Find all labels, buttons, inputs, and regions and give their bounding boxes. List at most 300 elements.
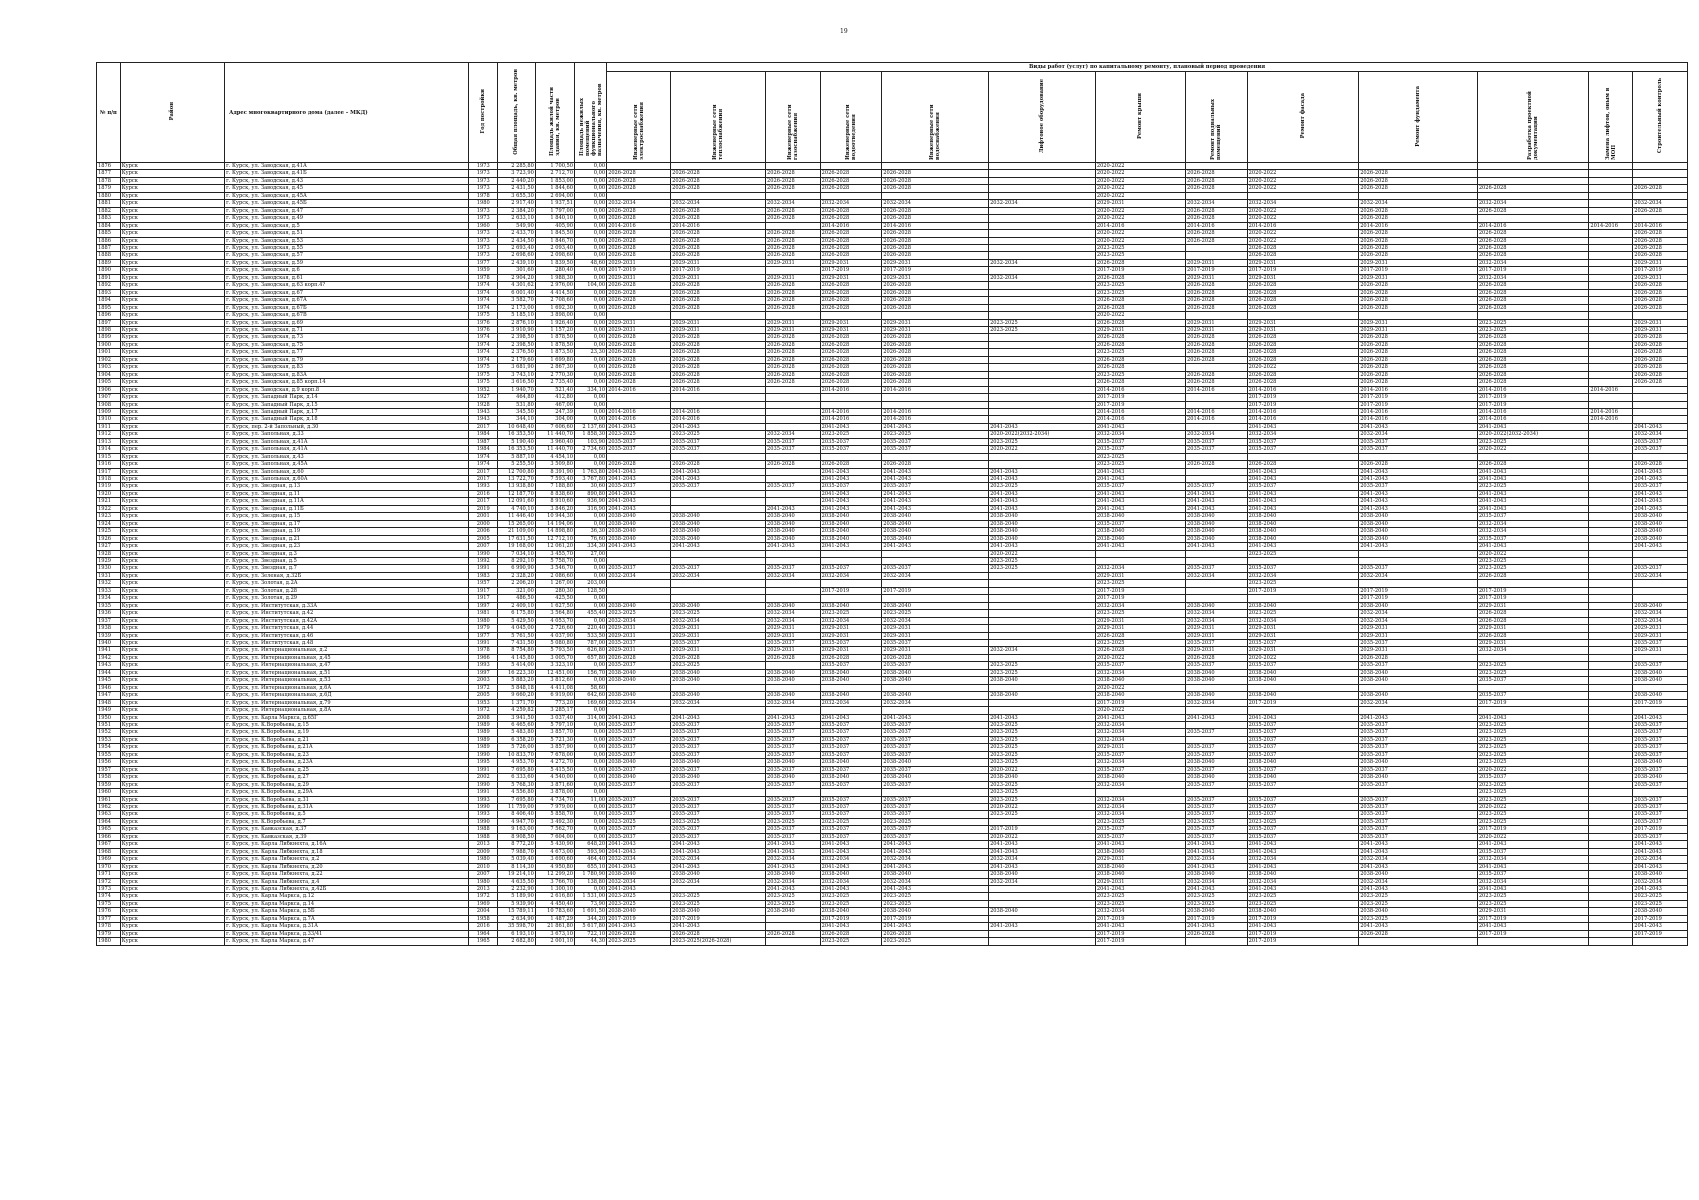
cell-area: 5 726,00: [497, 744, 535, 751]
cell-work-10: 2026-2028: [1359, 230, 1478, 237]
cell-work-2: 2041-2043: [671, 476, 766, 483]
cell-addr: г. Курск, ул. Заводская, д.45: [225, 185, 469, 192]
cell-dist: Курск: [120, 282, 224, 289]
cell-work-5: 2035-2037: [882, 811, 989, 818]
cell-work-5: 2026-2028: [882, 230, 989, 237]
cell-work-7: 2038-2040: [1095, 863, 1185, 870]
cell-area2: 467,00: [535, 401, 574, 408]
cell-work-8: 2026-2028: [1185, 289, 1247, 296]
table-row: [97, 259, 1688, 266]
cell-work-5: 2023-2025: [882, 818, 989, 825]
cell-area3: 0,00: [575, 662, 607, 669]
cell-work-11: 2020-2022: [1477, 803, 1589, 810]
cell-work-8: 2038-2040: [1185, 602, 1247, 609]
cell-work-12: [1589, 796, 1633, 803]
cell-work-1: [607, 163, 671, 170]
cell-area: 1 371,70: [497, 699, 535, 706]
cell-work-9: 2014-2016: [1247, 386, 1359, 393]
cell-work-7: 2035-2037: [1095, 446, 1185, 453]
table-row: [97, 625, 1688, 632]
cell-work-3: 2038-2040: [766, 871, 821, 878]
cell-work-8: 2029-2031: [1185, 647, 1247, 654]
cell-num: 1925: [97, 528, 121, 535]
cell-num: 1963: [97, 811, 121, 818]
cell-work-1: 2023-2025: [607, 893, 671, 900]
cell-work-13: 2035-2037: [1633, 766, 1688, 773]
cell-work-7: 2020-2022: [1095, 192, 1185, 199]
cell-work-2: 2038-2040: [671, 774, 766, 781]
cell-work-10: [1359, 707, 1478, 714]
cell-work-8: [1185, 163, 1247, 170]
cell-work-11: [1477, 170, 1589, 177]
cell-work-12: [1589, 632, 1633, 639]
cell-area3: 0,00: [575, 453, 607, 460]
table-row: [97, 252, 1688, 259]
cell-dist: Курск: [120, 625, 224, 632]
cell-year: 1989: [469, 721, 497, 728]
cell-work-8: 2038-2040: [1185, 669, 1247, 676]
cell-work-13: [1633, 789, 1688, 796]
cell-num: 1901: [97, 349, 121, 356]
cell-work-5: 2041-2043: [882, 923, 989, 930]
cell-addr: г. Курск, ул. Институтская, д.33А: [225, 602, 469, 609]
cell-work-11: 2026-2028: [1477, 244, 1589, 251]
cell-work-4: 2035-2037: [820, 721, 882, 728]
header-work-8: Ремонт подвальных помещений: [1185, 72, 1247, 163]
cell-work-9: 2041-2043: [1247, 476, 1359, 483]
cell-area2: 7 593,40: [535, 476, 574, 483]
cell-dist: Курск: [120, 677, 224, 684]
cell-work-7: 2029-2031: [1095, 572, 1185, 579]
cell-work-9: 2038-2040: [1247, 513, 1359, 520]
cell-work-12: [1589, 751, 1633, 758]
cell-work-13: 2026-2028: [1633, 461, 1688, 468]
cell-work-8: [1185, 394, 1247, 401]
cell-work-4: 2029-2031: [820, 647, 882, 654]
cell-addr: г. Курск, ул. Карла Либкнехта, д.18: [225, 848, 469, 855]
cell-area3: 0,00: [575, 207, 607, 214]
cell-work-8: 2038-2040: [1185, 871, 1247, 878]
cell-work-10: 2029-2031: [1359, 259, 1478, 266]
cell-work-3: [766, 408, 821, 415]
cell-work-8: 2029-2031: [1185, 326, 1247, 333]
cell-addr: г. Курск, ул. Заводская, д.47: [225, 207, 469, 214]
cell-year: 1979: [469, 625, 497, 632]
cell-work-1: 2041-2043: [607, 476, 671, 483]
cell-work-1: [607, 453, 671, 460]
cell-addr: г. Курск, ул. Институтская, д.42А: [225, 617, 469, 624]
cell-work-11: 2041-2043: [1477, 863, 1589, 870]
cell-work-1: 2026-2028: [607, 379, 671, 386]
cell-num: 1924: [97, 520, 121, 527]
cell-work-4: 2029-2031: [820, 319, 882, 326]
cell-area: 7 695,80: [497, 766, 535, 773]
cell-dist: Курск: [120, 565, 224, 572]
cell-area3: 0,00: [575, 766, 607, 773]
cell-work-12: [1589, 640, 1633, 647]
cell-work-1: 2038-2040: [607, 871, 671, 878]
cell-work-2: 2029-2031: [671, 647, 766, 654]
cell-num: 1950: [97, 714, 121, 721]
cell-work-6: 2038-2040: [989, 535, 1096, 542]
cell-area2: 10 783,60: [535, 908, 574, 915]
cell-work-7: 2017-2019: [1095, 915, 1185, 922]
cell-work-9: 2020-2022: [1247, 170, 1359, 177]
cell-work-2: 2026-2028: [671, 304, 766, 311]
cell-work-5: [882, 401, 989, 408]
cell-work-9: 2014-2016: [1247, 416, 1359, 423]
cell-work-6: 2023-2025: [989, 729, 1096, 736]
cell-year: 1997: [469, 602, 497, 609]
cell-work-11: 2023-2025: [1477, 669, 1589, 676]
cell-work-10: 2026-2028: [1359, 930, 1478, 937]
cell-work-10: 2029-2031: [1359, 326, 1478, 333]
cell-work-9: 2020-2022: [1247, 185, 1359, 192]
cell-year: 1974: [469, 341, 497, 348]
cell-work-4: [820, 453, 882, 460]
cell-work-10: 2041-2043: [1359, 505, 1478, 512]
cell-work-10: 2026-2028: [1359, 371, 1478, 378]
cell-work-4: 2017-2019: [820, 915, 882, 922]
cell-work-1: 2035-2037: [607, 826, 671, 833]
cell-work-4: 2026-2028: [820, 244, 882, 251]
cell-work-3: 2026-2028: [766, 371, 821, 378]
cell-work-1: 2032-2034: [607, 699, 671, 706]
cell-work-6: [989, 297, 1096, 304]
cell-work-8: 2026-2028: [1185, 207, 1247, 214]
cell-year: 1989: [469, 744, 497, 751]
cell-work-10: 2041-2043: [1359, 498, 1478, 505]
cell-work-12: [1589, 185, 1633, 192]
cell-area: 5 883,20: [497, 677, 535, 684]
cell-work-2: [671, 163, 766, 170]
cell-addr: г. Курск, ул. Звездная, д.21: [225, 535, 469, 542]
cell-work-11: 2023-2025: [1477, 729, 1589, 736]
cell-area3: 0,00: [575, 326, 607, 333]
cell-work-1: 2026-2028: [607, 349, 671, 356]
cell-work-8: 2041-2043: [1185, 505, 1247, 512]
cell-dist: Курск: [120, 535, 224, 542]
cell-area: 9 660,20: [497, 692, 535, 699]
cell-work-3: 2038-2040: [766, 677, 821, 684]
cell-area: 2 206,20: [497, 580, 535, 587]
cell-work-11: 2023-2025: [1477, 744, 1589, 751]
cell-work-3: 2041-2043: [766, 543, 821, 550]
cell-work-8: [1185, 684, 1247, 691]
cell-year: 1974: [469, 453, 497, 460]
cell-work-10: 2038-2040: [1359, 759, 1478, 766]
cell-work-10: 2035-2037: [1359, 729, 1478, 736]
cell-area: 344,10: [497, 416, 535, 423]
cell-work-13: 2038-2040: [1633, 692, 1688, 699]
cell-work-11: 2029-2031: [1477, 602, 1589, 609]
cell-area2: 5 797,10: [535, 721, 574, 728]
cell-work-9: 2029-2031: [1247, 274, 1359, 281]
cell-area2: 2 735,40: [535, 379, 574, 386]
cell-year: 1988: [469, 833, 497, 840]
cell-work-8: 2023-2025: [1185, 900, 1247, 907]
cell-work-12: [1589, 617, 1633, 624]
cell-work-10: 2026-2028: [1359, 304, 1478, 311]
cell-work-3: 2026-2028: [766, 349, 821, 356]
cell-work-1: 2026-2028: [607, 334, 671, 341]
cell-addr: г. Курск, ул. Звездная, д.11Б: [225, 505, 469, 512]
cell-work-12: [1589, 654, 1633, 661]
cell-work-2: 2038-2040: [671, 677, 766, 684]
cell-work-2: 2023-2025: [671, 431, 766, 438]
cell-work-13: 2038-2040: [1633, 669, 1688, 676]
cell-work-5: 2029-2031: [882, 647, 989, 654]
cell-area2: 2 712,70: [535, 170, 574, 177]
cell-work-12: [1589, 498, 1633, 505]
table-row: [97, 230, 1688, 237]
cell-area3: 316,90: [575, 505, 607, 512]
cell-work-6: 2032-2034: [989, 856, 1096, 863]
cell-num: 1940: [97, 640, 121, 647]
cell-work-7: 2014-2016: [1095, 416, 1185, 423]
cell-year: 2010: [469, 863, 497, 870]
cell-work-8: 2032-2034: [1185, 572, 1247, 579]
cell-area3: 0,00: [575, 803, 607, 810]
cell-year: 1993: [469, 483, 497, 490]
cell-num: 1894: [97, 297, 121, 304]
cell-area3: 0,00: [575, 163, 607, 170]
cell-work-6: [989, 401, 1096, 408]
header-year: Год постройки: [469, 63, 497, 163]
cell-work-5: 2035-2037: [882, 721, 989, 728]
cell-work-12: [1589, 781, 1633, 788]
cell-work-10: 2041-2043: [1359, 714, 1478, 721]
cell-work-11: [1477, 312, 1589, 319]
cell-work-13: 2035-2037: [1633, 811, 1688, 818]
cell-work-11: 2023-2025: [1477, 662, 1589, 669]
cell-year: 1978: [469, 274, 497, 281]
cell-work-13: 2029-2031: [1633, 632, 1688, 639]
cell-work-10: 2026-2028: [1359, 356, 1478, 363]
cell-area2: 1 937,51: [535, 200, 574, 207]
cell-num: 1877: [97, 170, 121, 177]
cell-work-6: [989, 699, 1096, 706]
cell-work-6: 2041-2043: [989, 476, 1096, 483]
cell-work-7: 2041-2043: [1095, 543, 1185, 550]
cell-dist: Курск: [120, 341, 224, 348]
cell-work-10: 2026-2028: [1359, 364, 1478, 371]
cell-area3: 0,00: [575, 222, 607, 229]
cell-work-10: 2026-2028: [1359, 177, 1478, 184]
cell-work-11: 2020-2022: [1477, 550, 1589, 557]
cell-area: 12 091,60: [497, 498, 535, 505]
cell-work-3: 2032-2034: [766, 572, 821, 579]
cell-work-5: 2032-2034: [882, 200, 989, 207]
cell-area: 8 908,50: [497, 833, 535, 840]
cell-area: 2 693,40: [497, 244, 535, 251]
cell-area: 2 409,10: [497, 602, 535, 609]
cell-dist: Курск: [120, 930, 224, 937]
cell-work-7: 2014-2016: [1095, 222, 1185, 229]
cell-work-10: [1359, 192, 1478, 199]
cell-area: 3 723,90: [497, 170, 535, 177]
cell-work-9: [1247, 789, 1359, 796]
cell-num: 1967: [97, 841, 121, 848]
cell-work-10: 2032-2034: [1359, 431, 1478, 438]
cell-work-3: 2035-2037: [766, 811, 821, 818]
cell-work-10: 2032-2034: [1359, 610, 1478, 617]
cell-work-3: 2032-2034: [766, 610, 821, 617]
cell-work-9: 2035-2037: [1247, 662, 1359, 669]
cell-work-7: 2038-2040: [1095, 513, 1185, 520]
cell-work-13: 2038-2040: [1633, 908, 1688, 915]
cell-work-2: 2038-2040: [671, 602, 766, 609]
cell-year: 1973: [469, 185, 497, 192]
cell-work-1: [607, 587, 671, 594]
table-row: [97, 289, 1688, 296]
table-row: [97, 438, 1688, 445]
cell-year: 2017: [469, 476, 497, 483]
cell-work-8: 2014-2016: [1185, 222, 1247, 229]
cell-work-6: [989, 580, 1096, 587]
cell-area3: 169,60: [575, 699, 607, 706]
cell-work-8: 2038-2040: [1185, 692, 1247, 699]
cell-area2: 5 721,30: [535, 736, 574, 743]
cell-work-8: [1185, 595, 1247, 602]
cell-dist: Курск: [120, 841, 224, 848]
cell-work-11: 2017-2019: [1477, 915, 1589, 922]
cell-area2: 12 712,10: [535, 535, 574, 542]
cell-addr: г. Курск, ул. Заводская, д.9 корп.8: [225, 386, 469, 393]
cell-area3: 0,00: [575, 371, 607, 378]
cell-work-3: 2035-2037: [766, 729, 821, 736]
cell-work-13: 2014-2016: [1633, 222, 1688, 229]
cell-work-11: 2017-2019: [1477, 930, 1589, 937]
cell-area3: 0,00: [575, 379, 607, 386]
cell-work-1: 2035-2037: [607, 729, 671, 736]
cell-area2: 11 440,70: [535, 446, 574, 453]
cell-work-7: 2041-2043: [1095, 490, 1185, 497]
cell-area2: 1 878,50: [535, 341, 574, 348]
cell-year: 2013: [469, 841, 497, 848]
cell-num: 1910: [97, 416, 121, 423]
cell-work-12: [1589, 319, 1633, 326]
cell-work-2: 2035-2037: [671, 833, 766, 840]
cell-work-12: [1589, 580, 1633, 587]
cell-work-2: 2038-2040: [671, 513, 766, 520]
cell-work-8: 2041-2043: [1185, 490, 1247, 497]
cell-work-5: 2026-2028: [882, 364, 989, 371]
cell-work-3: 2035-2037: [766, 796, 821, 803]
cell-area3: 104,00: [575, 282, 607, 289]
cell-dist: Курск: [120, 297, 224, 304]
cell-work-1: 2041-2043: [607, 543, 671, 550]
cell-area3: 0,00: [575, 215, 607, 222]
cell-work-9: [1247, 312, 1359, 319]
cell-work-10: 2038-2040: [1359, 692, 1478, 699]
cell-work-11: 2041-2043: [1477, 885, 1589, 892]
cell-addr: г. Курск, ул. Звездная, д.19: [225, 528, 469, 535]
cell-work-12: [1589, 476, 1633, 483]
cell-work-13: 2023-2025: [1633, 893, 1688, 900]
cell-year: 2007: [469, 871, 497, 878]
cell-area2: 405,90: [535, 222, 574, 229]
cell-area3: 0,00: [575, 789, 607, 796]
cell-addr: г. Курск, ул. Звездная, д.5: [225, 558, 469, 565]
cell-dist: Курск: [120, 774, 224, 781]
cell-addr: г. Курск, ул. Институтская, д.44: [225, 625, 469, 632]
cell-area2: 2 867,30: [535, 364, 574, 371]
cell-work-10: 2035-2037: [1359, 736, 1478, 743]
cell-work-9: 2035-2037: [1247, 640, 1359, 647]
cell-work-12: [1589, 356, 1633, 363]
cell-work-5: 2041-2043: [882, 476, 989, 483]
cell-work-6: [989, 252, 1096, 259]
cell-area3: 0,00: [575, 781, 607, 788]
cell-year: 1973: [469, 230, 497, 237]
cell-work-11: [1477, 684, 1589, 691]
cell-work-9: 2038-2040: [1247, 677, 1359, 684]
cell-work-2: 2041-2043: [671, 714, 766, 721]
cell-work-12: [1589, 230, 1633, 237]
cell-work-8: 2023-2025: [1185, 893, 1247, 900]
cell-work-2: 2014-2016: [671, 222, 766, 229]
table-row: [97, 759, 1688, 766]
cell-work-5: 2026-2028: [882, 349, 989, 356]
cell-work-7: 2041-2043: [1095, 476, 1185, 483]
cell-area3: 0,00: [575, 274, 607, 281]
cell-dist: Курск: [120, 885, 224, 892]
table-row: [97, 267, 1688, 274]
cell-area: 13 722,70: [497, 476, 535, 483]
cell-num: 1912: [97, 431, 121, 438]
cell-work-12: [1589, 803, 1633, 810]
cell-work-5: 2035-2037: [882, 438, 989, 445]
cell-work-7: 2017-2019: [1095, 394, 1185, 401]
cell-addr: г. Курск, ул. Заводская, д.67А: [225, 297, 469, 304]
cell-work-6: 2023-2025: [989, 721, 1096, 728]
cell-work-9: 2023-2025: [1247, 893, 1359, 900]
cell-num: 1885: [97, 230, 121, 237]
cell-dist: Курск: [120, 401, 224, 408]
cell-work-8: [1185, 401, 1247, 408]
cell-work-9: 2026-2028: [1247, 297, 1359, 304]
cell-work-7: 2029-2031: [1095, 625, 1185, 632]
cell-area3: 44,30: [575, 938, 607, 945]
cell-work-4: 2026-2028: [820, 297, 882, 304]
table-row: [97, 274, 1688, 281]
cell-work-13: 2032-2034: [1633, 617, 1688, 624]
cell-dist: Курск: [120, 163, 224, 170]
cell-work-2: [671, 453, 766, 460]
cell-work-7: 2026-2028: [1095, 259, 1185, 266]
cell-area3: 2 137,60: [575, 423, 607, 430]
cell-work-12: [1589, 550, 1633, 557]
cell-work-13: [1633, 684, 1688, 691]
cell-work-6: [989, 416, 1096, 423]
cell-work-5: [882, 789, 989, 796]
cell-work-7: 2023-2025: [1095, 640, 1185, 647]
cell-addr: г. Курск, ул. Карла Маркса, д.65Г: [225, 714, 469, 721]
cell-work-7: 2020-2022: [1095, 215, 1185, 222]
cell-work-11: 2026-2028: [1477, 349, 1589, 356]
cell-area3: 655,10: [575, 863, 607, 870]
cell-work-10: 2038-2040: [1359, 774, 1478, 781]
table-row: [97, 341, 1688, 348]
cell-work-3: [766, 192, 821, 199]
cell-work-13: 2029-2031: [1633, 274, 1688, 281]
cell-work-3: [766, 267, 821, 274]
cell-work-12: [1589, 811, 1633, 818]
cell-work-8: 2035-2037: [1185, 438, 1247, 445]
table-row: [97, 163, 1688, 170]
cell-work-12: [1589, 438, 1633, 445]
